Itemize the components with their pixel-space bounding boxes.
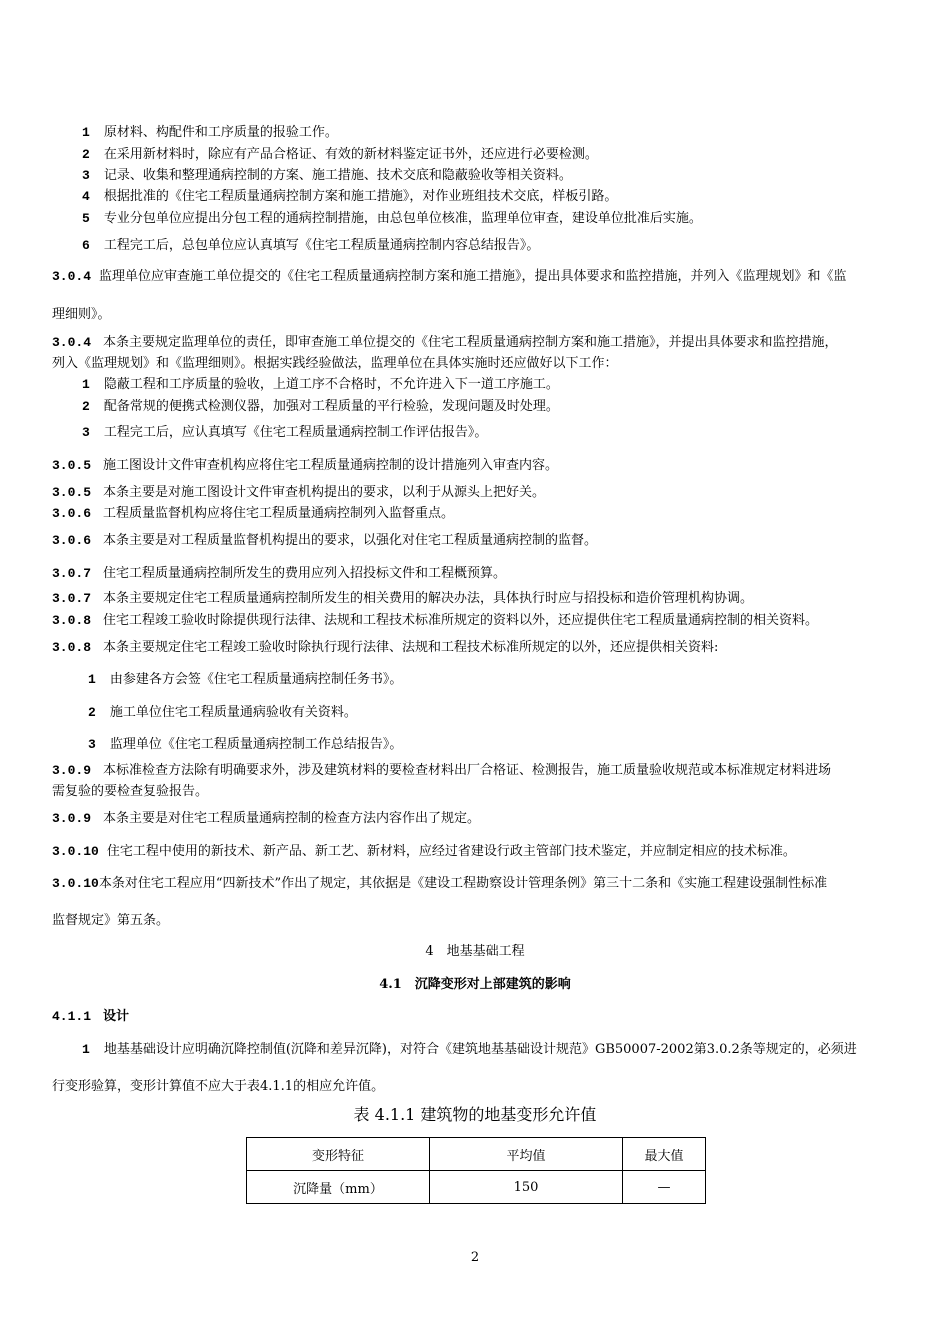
list-item: 1 隐蔽工程和工序质量的验收，上道工序不合格时，不允许进入下一道工序施工。 <box>82 377 559 392</box>
list-item: 4 根据批准的《住宅工程质量通病控制方案和施工措施》，对作业班组技术交底，样板引路。 <box>82 189 618 204</box>
clause-continuation: 需复验的要检查复验报告。 <box>52 784 209 799</box>
clause-paragraph: 3.0.5 本条主要是对施工图设计文件审查机构提出的要求，以利于从源头上把好关。 <box>52 485 546 500</box>
clause-paragraph: 3.0.4 监理单位应审查施工单位提交的《住宅工程质量通病控制方案和施工措施》，提出具体要求和监控措施，并列入《监理规划》和《监 <box>52 269 847 284</box>
list-item: 1 由参建各方会签《住宅工程质量通病控制任务书》。 <box>88 672 403 687</box>
clause-continuation: 行变形验算，变形计算值不应大于表4.1.1的相应允许值。 <box>52 1079 385 1094</box>
list-item: 1 地基基础设计应明确沉降控制值(沉降和差异沉降)，对符合《建筑地基基础设计规范》GB50007-2002第3.0.2条等规定的，必须进 <box>82 1042 857 1057</box>
list-item: 2 在采用新材料时，除应有产品合格证、有效的新材料鉴定证书外，还应进行必要检测。 <box>82 147 598 162</box>
deformation-table <box>246 1137 706 1204</box>
table-cell: — <box>623 1171 706 1204</box>
table-header-row <box>247 1138 706 1171</box>
clause-continuation: 监督规定》第五条。 <box>52 913 170 928</box>
table-header-cell: 平均值 <box>430 1138 623 1171</box>
clause-paragraph: 3.0.6 本条主要是对工程质量监督机构提出的要求，以强化对住宅工程质量通病控制的监督。 <box>52 533 598 548</box>
table-header-cell: 最大值 <box>623 1138 706 1171</box>
table-header-cell: 变形特征 <box>247 1138 430 1171</box>
list-item: 2 配备常规的便携式检测仪器，加强对工程质量的平行检验，发现问题及时处理。 <box>82 399 559 414</box>
table-title: 表 4.1.1 建筑物的地基变形允许值 <box>353 1105 597 1124</box>
clause-paragraph: 3.0.6 工程质量监督机构应将住宅工程质量通病控制列入监督重点。 <box>52 506 455 521</box>
clause-continuation: 列入《监理规划》和《监理细则》。根据实践经验做法，监理单位在具体实施时还应做好以下工作： <box>52 356 618 371</box>
clause-paragraph: 3.0.9 本条主要是对住宅工程质量通病控制的检查方法内容作出了规定。 <box>52 811 481 826</box>
clause-paragraph: 3.0.8 本条主要规定住宅工程竣工验收时除执行现行法律、法规和工程技术标准所规定的以外，还应提供相关资料: <box>52 640 719 655</box>
page-number: 2 <box>470 1250 480 1265</box>
clause-paragraph: 3.0.4 本条主要规定监理单位的责任，即审查施工单位提交的《住宅工程质量通病控制方案和施工措施》，并提出具体要求和监控措施， <box>52 335 838 350</box>
subsection-heading: 4.1.1 设计 <box>52 1009 130 1024</box>
clause-paragraph: 3.0.5 施工图设计文件审查机构应将住宅工程质量通病控制的设计措施列入审查内容。 <box>52 458 559 473</box>
list-item: 5 专业分包单位应提出分包工程的通病控制措施，由总包单位核准，监理单位审查，建设单位批准后实施。 <box>82 211 702 226</box>
list-item: 2 施工单位住宅工程质量通病验收有关资料。 <box>88 705 357 720</box>
list-item: 6 工程完工后，总包单位应认真填写《住宅工程质量通病控制内容总结报告》。 <box>82 238 540 253</box>
list-item: 1 原材料、构配件和工序质量的报验工作。 <box>82 125 338 140</box>
table-cell: 沉降量（mm） <box>247 1171 430 1204</box>
clause-paragraph: 3.0.10 住宅工程中使用的新技术、新产品、新工艺、新材料，应经过省建设行政主管部门技术鉴定，并应制定相应的技术标准。 <box>52 844 796 859</box>
table-cell: 150 <box>430 1171 623 1204</box>
clause-paragraph: 3.0.9 本标准检查方法除有明确要求外，涉及建筑材料的要检查材料出厂合格证、检测报告，施工质量验收规范或本标准规定材料进场 <box>52 763 832 778</box>
list-item: 3 监理单位《住宅工程质量通病控制工作总结报告》。 <box>88 737 403 752</box>
chapter-heading: 4 地基基础工程 <box>425 944 525 959</box>
clause-paragraph: 3.0.10本条对住宅工程应用“四新技术”作出了规定，其依据是《建设工程勘察设计管理条例》第三十二条和《实施工程建设强制性标准 <box>52 876 828 891</box>
table-row <box>247 1171 706 1204</box>
clause-paragraph: 3.0.8 住宅工程竣工验收时除提供现行法律、法规和工程技术标准所规定的资料以外，还应提供住宅工程质量通病控制的相关资料。 <box>52 613 819 628</box>
section-heading: 4.1 沉降变形对上部建筑的影响 <box>379 977 571 992</box>
clause-continuation: 理细则》。 <box>52 307 111 322</box>
clause-paragraph: 3.0.7 本条主要规定住宅工程质量通病控制所发生的相关费用的解决办法，具体执行时应与招投标和造价管理机构协调。 <box>52 591 754 606</box>
list-item: 3 记录、收集和整理通病控制的方案、施工措施、技术交底和隐蔽验收等相关资料。 <box>82 168 572 183</box>
clause-paragraph: 3.0.7 住宅工程质量通病控制所发生的费用应列入招投标文件和工程概预算。 <box>52 566 507 581</box>
list-item: 3 工程完工后，应认真填写《住宅工程质量通病控制工作评估报告》。 <box>82 425 488 440</box>
